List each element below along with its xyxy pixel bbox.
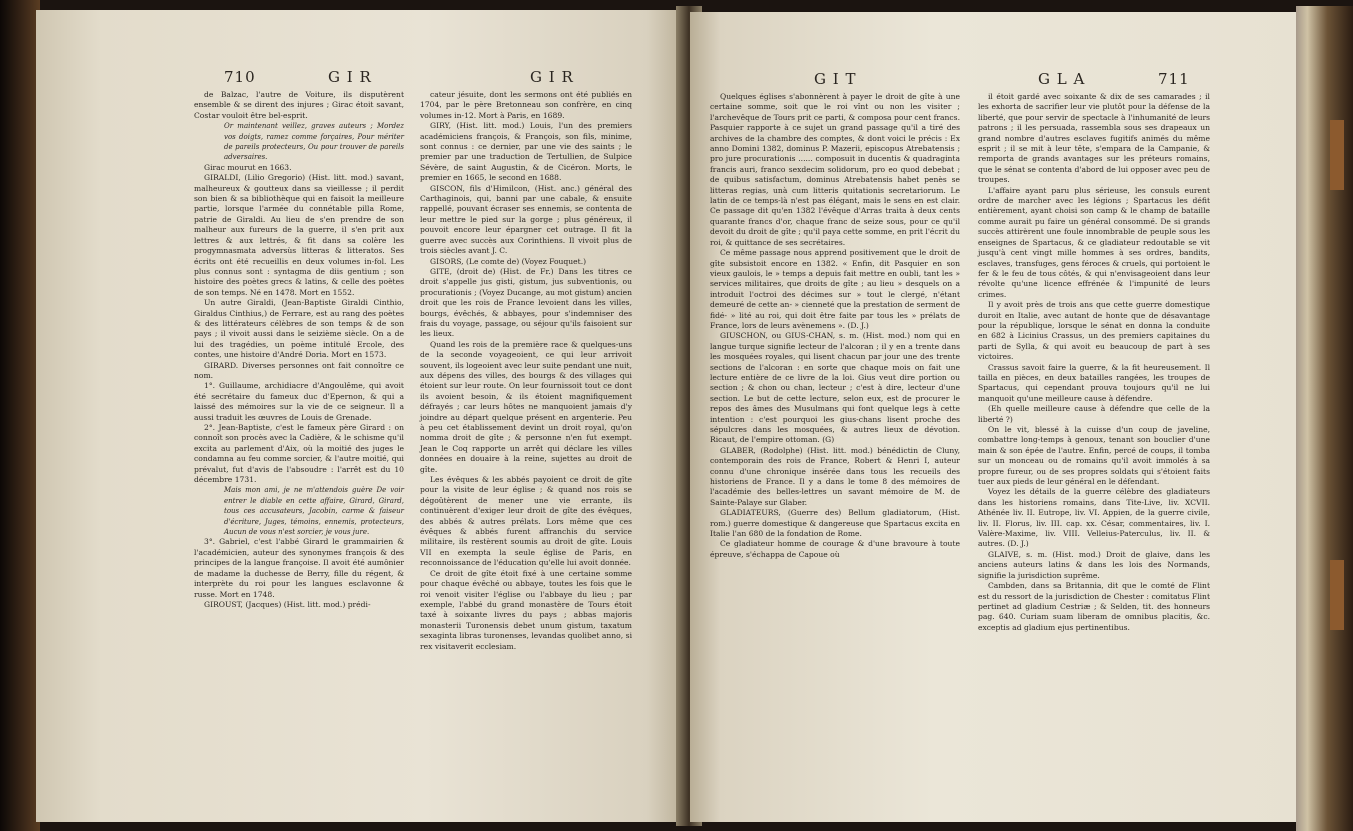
text-column xyxy=(194,90,404,610)
paragraph: Les évêques & les abbés payoient ce droit de gîte pour la visite de leur église ; & quand nos rois se dégoûtèrent de mener une vie errante, ils continuèrent d'exiger leur droit de gîte des évêques, des abbés & autres prélats. Lors même que ces évêques & abbés furent affranchis du service militaire, ils restèrent soumis au droit de gîte. Louis VII en exempta la seule église de Paris, en reconnoissance de l'éducation qu'elle lui avoit donnée. xyxy=(420,475,632,568)
paragraph: GIROUST, (Jacques) (Hist. litt. mod.) prédi- xyxy=(204,599,371,609)
paragraph: GIRALDI, (Lilio Gregorio) (Hist. litt. mod.) savant, malheureux & goutteux dans sa vieillesse ; il perdit son bien & sa bibliothèque qui en faisoit la meilleure partie, lorsque l'armée du connétable pilla Rome, patrie de Giraldi. Au lieu de s'en prendre de son malheur aux fureurs de la guerre, il s'en prit aux lettres & aux lettrés, & fit dans sa colère les progymnasmata adversùs litteras & litteratos. Ses écrits ont été recueillis en deux volumes in-fol. Les plus connus sont : syntagma de diis gentium ; son histoire des poètes grecs & latins, & celle des poètes de son temps. Né en 1478. Mort en 1552. xyxy=(194,173,404,297)
paragraph: Ce gladiateur homme de courage & d'une bravoure à toute épreuve, s'échappa de Capoue où xyxy=(710,539,960,559)
paragraph: Girac mourut en 1663. xyxy=(204,162,292,172)
paragraph: Crassus savoit faire la guerre, & la fit heureusement. Il tailla en pièces, en deux batailles rangées, les troupes de Spartacus, qui cependant prouva toujours qu'il ne lui manquoit qu'une meilleure cause à défendre. xyxy=(978,362,1210,403)
paragraph: de Balzac, l'autre de Voiture, ils disputèrent ensemble & se dirent des injures ; Girac étoit savant, Costar vouloit être bel-esprit. xyxy=(194,90,404,120)
paragraph: 2°. Jean-Baptiste, c'est le fameux père Girard : on connoît son procès avec la Cadière, & le schisme qu'il excita au parlement d'Aix, où la moitié des juges le condamna au feu comme sorcier, & l'autre moitié, qui prévalut, fut d'avis de l'absoudre : l'arrêt est du 10 décembre 1731. xyxy=(194,423,404,485)
bookmark-ribbon xyxy=(1330,120,1344,190)
text-column xyxy=(420,90,632,652)
running-head: G L A xyxy=(1038,70,1086,88)
paragraph: Ce droit de gîte étoit fixé à une certaine somme pour chaque évêché ou abbaye, toutes les fois que le roi venoit visiter l'église ou l'abbaye du lieu ; par exemple, l'abbé du grand monastère de Tours étoit taxé à soixante livres du pays ; abbas majoris monasterii Turonensis debet unum gistum, taxatum sexaginta libras turonenses, levandas quolibet anno, si rex visitaverit ecclesiam. xyxy=(420,568,632,651)
paragraph: On le vit, blessé à la cuisse d'un coup de javeline, combattre long-temps à genoux, tenant son bouclier d'une main & son épée de l'autre. Enfin, percé de coups, il tomba sur un monceau ou de romains qu'il avoit immolés à sa propre fureur, ou de ses propres soldats qui s'étoient faits tuer aux pieds de leur général en le défendant. xyxy=(978,425,1210,487)
paragraph: 3°. Gabriel, c'est l'abbé Girard le grammairien & l'académicien, auteur des synonymes françois & des principes de la langue françoise. Il avoit été aumônier de madame la duchesse de Berry, fille du régent, & interprète du roi pour les langues esclavonne & russe. Mort en 1748. xyxy=(194,537,404,599)
book-page-edges xyxy=(1296,6,1353,831)
paragraph: GISCON, fils d'Himilcon, (Hist. anc.) général des Carthaginois, qui, banni par une cabale, & ensuite rappellé, pouvant écraser ses ennemis, se contenta de leur mettre le pied sur la gorge ; plus généreux, il pouvoit encore leur épargner cet outrage. Il fit la guerre avec succès aux Corinthiens. Il vivoit plus de trois siècles avant J. C. xyxy=(420,183,632,256)
paragraph: GLAIVE, s. m. (Hist. mod.) Droit de glaive, dans les anciens auteurs latins & dans les lois des Normands, signifie la jurisdiction suprême. xyxy=(978,549,1210,580)
paragraph: (Eh quelle meilleure cause à défendre que celle de la liberté ?) xyxy=(978,404,1210,424)
paragraph: L'affaire ayant paru plus sérieuse, les consuls eurent ordre de marcher avec les légions ; Spartacus les défit entièrement, ayant choisi son camp & le champ de bataille comme aurait pu faire un général consommé. De si grands succès attirèrent une foule innombrable de peuple sous les enseignes de Spartacus, & ce gladiateur redoutable se vit jusqu'à cent vingt mille hommes à ses ordres, bandits, esclaves, transfuges, gens féroces & cruels, qui portoient le fer & le feu de tous côtés, & qui n'envisageoient dans leur révolte qu'une licence effrénée & l'impunité de leurs crimes. xyxy=(978,185,1210,299)
paragraph: Quand les rois de la première race & quelques-uns de la seconde voyageoient, ce qui leur arrivoit souvent, ils logeoient avec leur suite pendant une nuit, aux dépens des villes, des bourgs & des villages qui étoient sur leur route. On leur fournissoit tout ce dont ils avoient besoin, & ils étoient magnifiquement défrayés ; car leurs hôtes ne manquoient jamais d'y joindre au départ quelque présent en argenterie. Peu à peu cet établissement devint un droit royal, qu'on nomma droit de gîte ; & personne n'en fut exempt. Jean le Coq rapporte un arrêt qui déclare les villes données en douaire à la reine, sujettes au droit de gîte. xyxy=(420,339,632,474)
paragraph: GLABER, (Rodolphe) (Hist. litt. mod.) bénédictin de Cluny, contemporain des rois de France, Robert & Henri I, auteur connu d'une chronique insérée dans tous les recueils des historiens de France. Il y a dans le tome 8 des mémoires de l'académie des belles-lettres un savant mémoire de M. de Sainte-Palaye sur Glaber. xyxy=(710,445,960,507)
bookmark-ribbon xyxy=(1330,560,1344,630)
paragraph: GLADIATEURS, (Guerre des) Bellum gladiatorum, (Hist. rom.) guerre domestique & dangereuse que Spartacus excita en Italie l'an 680 de la fondation de Rome. xyxy=(710,508,960,539)
paragraph: Ce même passage nous apprend positivement que le droit de gîte subsistoit encore en 1382. « Enfin, dit Pasquier en son vieux gaulois, le » temps a depuis fait mettre en oubli, tant les » services militaires, que droits de gîte ; au lieu » desquels on a introduit l'octroi des décimes sur » tout le clergé, n'étant demeuré de cette an- » cienneté que la prestation de serment de fidé- » lité au roi, qui doit être faite par tous les » prélats de France, lors de leurs avènemens ». (D. J.) xyxy=(710,248,960,330)
page-number: 711 xyxy=(1158,70,1190,88)
page-number: 710 xyxy=(224,68,256,86)
paragraph: Voyez les détails de la guerre célèbre des gladiateurs dans les historiens romains, dans Tite-Live, liv. XCVII. Athénée liv. II. Eutrope, liv. VI. Appien, de la guerre civile, liv. II. Florus, liv. III. cap. xx. César, commentaires, liv. I. Valère-Maxime, liv. VIII. Velleius-Paterculus, liv. II. & autres. (D. J.) xyxy=(978,487,1210,549)
paragraph: GITE, (droit de) (Hist. de Fr.) Dans les titres ce droit s'appelle jus gisti, gistum, jus subventionis, ou procurationis ; (Voyez Ducange, au mot gistum) ancien droit que les rois de France levoient dans les villes, bourgs, évêchés, & abbayes, pour s'indemniser des frais du voyage, passage, ou séjour qu'ils faisoient sur les lieux. xyxy=(420,266,632,339)
paragraph: GIRY, (Hist. litt. mod.) Louis, l'un des premiers académiciens françois, & François, son fils, minime, sont connus : ce dernier, par une vie des saints ; le premier par une traduction de Tertullien, de Sulpice Sévère, de saint Augustin, & de Cicéron. Morts, le premier en 1665, le second en 1688. xyxy=(420,121,632,183)
paragraph: il étoit gardé avec soixante & dix de ses camarades ; il les exhorta de sacrifier leur vie plutôt pour la défense de la liberté, que pour servir de spectacle à l'inhumanité de leurs patrons ; il les persuada, rassembla sous ses drapeaux un grand nombre d'autres esclaves fugitifs animés du même esprit ; il se mit à leur tête, s'empara de la Campanie, & remporta de grands avantages sur les préteurs romains, que le sénat se contenta d'abord de lui opposer avec peu de troupes. xyxy=(978,92,1210,185)
paragraph: Il y avoit près de trois ans que cette guerre domestique duroit en Italie, avec autant de honte que de désavantage pour la république, lorsque le sénat en donna la conduite en 682 à Licinius Crassus, un des premiers capitaines du parti de Sylla, & qui avoit eu beaucoup de part à ses victoires. xyxy=(978,300,1210,362)
paragraph: GISORS, (Le comte de) (Voyez Fouquet.) xyxy=(430,256,587,266)
text-column xyxy=(710,92,960,560)
paragraph: Un autre Giraldi, (Jean-Baptiste Giraldi Cinthio, Giraldus Cinthius,) de Ferrare, est au rang des poètes & des littérateurs célèbres de son temps & de son pays ; il vivoit aussi dans le seizième siècle. On a de lui des tragédies, un poème intitulé Ercole, des contes, une histoire d'André Doria. Mort en 1573. xyxy=(194,298,404,360)
book-cover-left xyxy=(0,0,40,831)
text-column xyxy=(978,92,1210,633)
paragraph: Mais mon ami, je ne m'attendois guère De voir entrer le diable en cette affaire, Girard, Girard, tous ces accusateurs, Jacobin, carme & faiseur d'écriture, Juges, témoins, ennemis, protecteurs, Aucun de vous n'est sorcier, je vous jure. xyxy=(224,486,404,537)
paragraph: GIRARD. Diverses personnes ont fait connoître ce nom. xyxy=(194,360,404,380)
paragraph: Quelques églises s'abonnèrent à payer le droit de gîte à une certaine somme, soit que le roi vînt ou non les visiter ; l'archevêque de Tours prit ce parti, & composa pour cent francs. Pasquier rapporte à ce sujet un grand passage qu'il a tiré des archives de la chambre des comptes, & dont voici le précis : Ex anno Domini 1382, dominus P. Mazerii, episcopus Atrebatensis ; pro jure procurationis ...... composuit in ducentis & quadraginta francis auri, franco sexdecim solidorum, pro eo quod debebat ; de quibus satisfactum, dominus Atrebatensis habet penès se litteras regias, unà cum litteris quitationis secretariorum. Le latin de ce temps-là n'est pas élégant, mais le sens en est clair. Ce passage dit qu'en 1382 l'évêque d'Arras traita à deux cents quarante francs d'or, chaque franc de seize sous, pour ce qu'il devoit du droit de gîte ; qu'il paya cette somme, en prit l'écrit du roi, & quittance de ses secrétaires. xyxy=(710,92,960,247)
left-page xyxy=(36,10,686,822)
running-head: G I T xyxy=(814,70,857,88)
running-head: G I R xyxy=(530,68,574,86)
right-page xyxy=(690,12,1300,822)
paragraph: 1°. Guillaume, archidiacre d'Angoulême, qui avoit été secrétaire du fameux duc d'Epernon, & qui a laissé des mémoires sur la vie de ce seigneur. Il a aussi traduit les œuvres de Louis de Grenade. xyxy=(194,381,404,422)
paragraph: Or maintenant veillez, graves auteurs ; Mordez vos doigts, ramez comme forçaires, Pour mériter de pareils protecteurs, Ou pour trouver de pareils adversaires. xyxy=(224,122,404,162)
paragraph: Cambden, dans sa Britannia, dit que le comté de Flint est du ressort de la jurisdiction de Chester : comitatus Flint pertinet ad gladium Cestriæ ; & Selden, tit. des honneurs pag. 640. Curiam suam liberam de omnibus placitis, &c. exceptis ad gladium ejus pertinentibus. xyxy=(978,581,1210,632)
running-head: G I R xyxy=(328,68,372,86)
paragraph: GIUSCHON, ou GIUS-CHAN, s. m. (Hist. mod.) nom qui en langue turque signifie lecteur de l'alcoran ; il y en a trente dans les mosquées royales, qui lisent chacun par jour une des trente sections de l'alcoran : en sorte que chaque mois on fait une lecture entière de ce livre de la loi. Gius veut dire portion ou section ; & chon ou chan, lecteur ; c'est à dire, lecteur d'une section. Le but de cette lecture, selon eux, est de procurer le repos des âmes des Musulmans qui font quelque legs à cette intention : c'est pourquoi les gius-chans lisent proche des sépulcres dans les mosquées, & autres lieux de dévotion. Ricaut, de l'empire ottoman. (G) xyxy=(710,331,960,445)
paragraph: cateur jésuite, dont les sermons ont été publiés en 1704, par le père Bretonneau son confrère, en cinq volumes in-12. Mort à Paris, en 1689. xyxy=(420,90,632,120)
